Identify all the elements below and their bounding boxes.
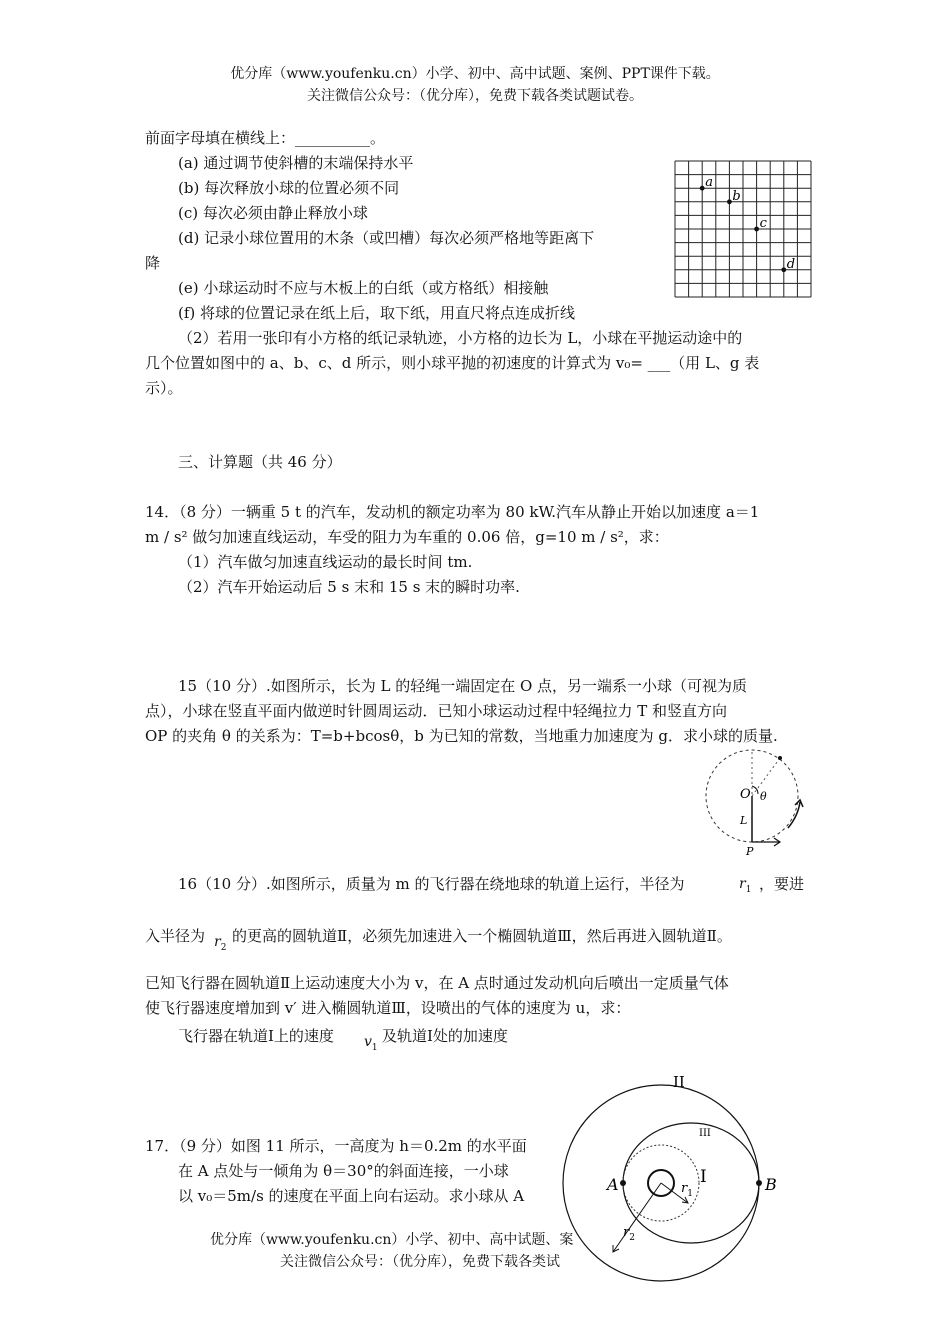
q13-part2-line3: 示）。 [145,379,183,397]
q13-intro: 前面字母填在横线上：__________。 [145,129,386,147]
r2-line [613,1183,661,1252]
q17-line1: 17．（9 分）如图 11 所示，一高度为 h＝0.2m 的水平面 [145,1137,527,1155]
q13-option-d: (d) 记录小球位置用的木条（或凹槽）每次必须严格地等距离下 [178,229,595,247]
q13-option-b: (b) 每次释放小球的位置必须不同 [178,179,400,197]
orbit-III-ellipse [623,1123,759,1243]
q16-v1-symbol [364,1032,378,1058]
label-o: O [740,787,751,802]
q16-r2-symbol [214,932,226,958]
label-p: P [746,845,754,858]
q16-line1 [178,874,684,894]
grid-point-label-b: b [732,188,741,204]
label-r1-sub: 1 [687,1189,693,1199]
q16-line5-start: 飞行器在轨道Ⅰ上的速度 [178,1027,334,1045]
q17-line3: 以 v₀＝5m/s 的速度在平面上向右运动。求小球从 A [178,1187,525,1205]
label-l: L [740,814,748,827]
q15-line1: 15（10 分）.如图所示，长为 L 的轻绳一端固定在 O 点，另一端系一小球（可视为质 [178,677,748,695]
q16-r2-r: r [214,934,221,950]
q16-line2-start: 入半径为 [145,927,206,945]
pendulum-figure [700,748,810,858]
q16-v1-v: v [364,1034,372,1050]
q16-line3: 已知飞行器在圆轨道Ⅱ上运动速度大小为 v，在 A 点时通过发动机向后喷出一定质量气体 [145,974,729,992]
grid-point-d [781,267,786,272]
label-point-a: A [607,1175,619,1194]
q14-line4: （2）汽车开始运动后 5 s 末和 15 s 末的瞬时功率. [178,578,520,596]
label-orbit-I: I [700,1167,707,1187]
header-line-2: 关注微信公众号：（优分库），免费下载各类试题试卷。 [307,88,643,104]
label-orbit-III: III [699,1128,711,1139]
grid-point-label-c: c [759,216,767,231]
q13-option-f: (f) 将球的位置记录在纸上后，取下纸，用直尺将点连成折线 [178,304,576,322]
q13-option-e: (e) 小球运动时不应与木板上的白纸（或方格纸）相接触 [178,279,549,297]
label-r1 [681,1181,693,1199]
q16-r1-sub: 1 [745,884,752,895]
q14-line3: （1）汽车做匀加速直线运动的最长时间 tm. [178,553,473,571]
section-3-title: 三、计算题（共 46 分） [178,453,342,471]
footer-line-2: 关注微信公众号：（优分库），免费下载各类试 [280,1254,560,1270]
label-point-b: B [765,1175,777,1194]
q17-line2: 在 A 点处与一倾角为 θ＝30°的斜面连接，一小球 [178,1162,509,1180]
label-theta: θ [760,790,767,803]
q13-part2-line2: 几个位置如图中的 a、b、c、d 所示，则小球平抛的初速度的计算式为 v₀= ___（用 L、g 表 [145,354,760,372]
label-r2-r: r [623,1225,630,1240]
q13-part2-line1: （2）若用一张印有小方格的纸记录轨迹，小方格的边长为 L，小球在平抛运动途中的 [178,329,743,347]
point-b-dot [756,1180,762,1186]
grid-figure [674,160,812,296]
q16-line1-text: 16（10 分）.如图所示，质量为 m 的飞行器在绕地球的轨道上运行，半径为 [178,875,685,893]
q15-line2: 点），小球在竖直平面内做逆时针圆周运动．已知小球运动过程中轻绳拉力 T 和竖直方向 [145,702,728,720]
orbit-figure [555,1070,775,1288]
q16-v1-sub: 1 [371,1042,378,1053]
q14-line1: 14．（8 分）一辆重 5 t 的汽车，发动机的额定功率为 80 kW.汽车从静止开始以加速度 a＝1 [145,503,760,521]
grid-point-a [700,186,705,191]
q16-line1-end: ，要进 [759,875,805,893]
theta-arc [752,786,758,794]
footer-line-1: 优分库（www.youfenku.cn）小学、初中、高中试题、案 [210,1232,574,1248]
q14-line2: m / s² 做匀加速直线运动，车受的阻力为车重的 0.06 倍，g=10 m / s²，求： [145,528,669,546]
q13-option-c: (c) 每次必须由静止释放小球 [178,204,368,222]
q16-r1-r: r [739,876,746,892]
q16-line4: 使飞行器速度增加到 v′ 进入椭圆轨道Ⅲ，设喷出的气体的速度为 u，求： [145,999,631,1017]
q15-line3: OP 的夹角 θ 的关系为：T=b+bcosθ，b 为已知的常数，当地重力加速度为 g．求小球的质量. [145,727,778,745]
label-r2 [623,1225,635,1243]
q13-option-d-cont: 降 [145,254,161,272]
label-r2-sub: 2 [629,1233,635,1243]
label-orbit-II: II [673,1073,685,1091]
q16-line2-end: 的更高的圆轨道Ⅱ，必须先加速进入一个椭圆轨道Ⅲ，然后再进入圆轨道Ⅱ。 [232,927,732,945]
q16-r2-sub: 2 [220,942,227,953]
ball-dot [778,756,782,760]
q13-option-a: (a) 通过调节使斜槽的末端保持水平 [178,154,414,172]
point-a-dot [620,1180,626,1186]
grid-point-b [727,199,732,204]
q16-line5-end: 及轨道Ⅰ处的加速度 [382,1027,508,1045]
grid-point-c [754,227,759,232]
grid-point-label-a: a [705,175,713,191]
grid-point-label-d: d [786,256,796,272]
label-r1-r: r [681,1181,688,1196]
header-line-1: 优分库（www.youfenku.cn）小学、初中、高中试题、案例、PPT课件下载。 [230,66,720,82]
q16-r1-symbol [739,874,751,900]
